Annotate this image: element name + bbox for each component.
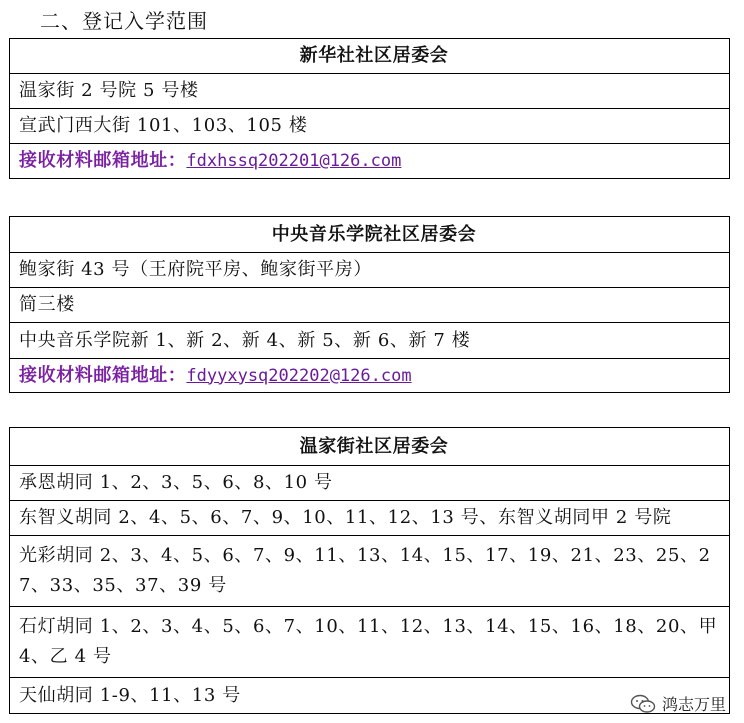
address-row: 东智义胡同 2、4、5、6、7、9、10、11、12、13 号、东智义胡同甲 2 号院: [10, 501, 730, 536]
email-row: [10, 144, 730, 179]
email-label: 接收材料邮箱地址：: [19, 364, 187, 386]
address-row: 宣武门西大街 101、103、105 楼: [10, 109, 730, 144]
address-row: 简三楼: [10, 288, 730, 323]
address-row: 光彩胡同 2、3、4、5、6、7、9、11、13、14、15、17、19、21、23、25、27、33、35、37、39 号: [10, 536, 730, 607]
section-heading: 二、登记入学范围: [40, 9, 208, 33]
address-row: 承恩胡同 1、2、3、5、6、8、10 号: [10, 466, 730, 501]
email-link[interactable]: fdxhssq202201@126.com: [186, 151, 402, 171]
watermark-text: 鸿志万里: [661, 695, 726, 714]
committee-title: 新华社社区居委会: [10, 39, 730, 74]
address-row: 温家街 2 号院 5 号楼: [10, 74, 730, 109]
committee-title: 中央音乐学院社区居委会: [10, 217, 730, 253]
committee-table-xinhuashe: [9, 38, 730, 179]
watermark: [630, 692, 726, 715]
wechat-icon: [630, 694, 656, 714]
email-label: 接收材料邮箱地址：: [19, 150, 187, 171]
committee-table-wenjiajie: [9, 427, 730, 714]
address-row: 天仙胡同 1-9、11、13 号: [10, 678, 730, 714]
address-row: 中央音乐学院新 1、新 2、新 4、新 5、新 6、新 7 楼: [10, 323, 730, 359]
committee-title: 温家街社区居委会: [10, 428, 730, 466]
address-row: 鲍家街 43 号（王府院平房、鲍家街平房）: [10, 253, 730, 288]
email-row: [10, 359, 730, 393]
address-row: 石灯胡同 1、2、3、4、5、6、7、10、11、12、13、14、15、16、18、20、甲 4、乙 4 号: [10, 607, 730, 678]
committee-table-conservatory: [9, 216, 730, 393]
email-link[interactable]: fdyyxysq202202@126.com: [186, 365, 412, 386]
